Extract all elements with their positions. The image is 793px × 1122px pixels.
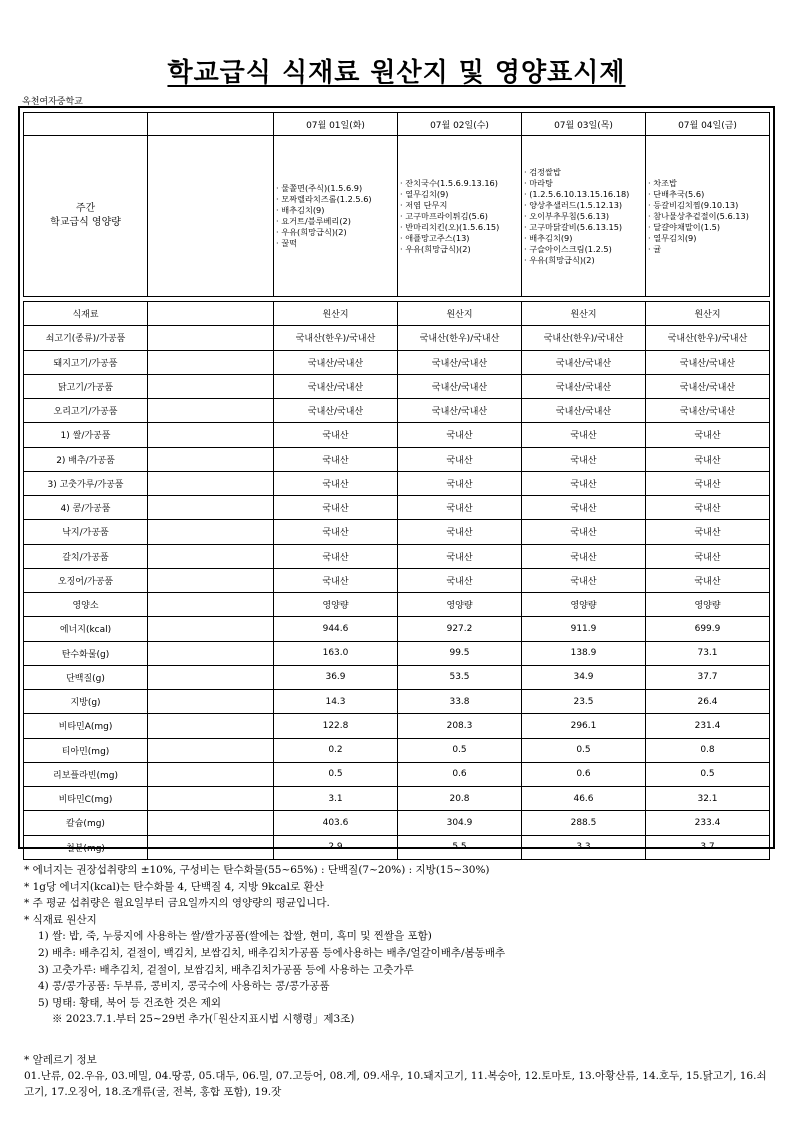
weekly-nutrition-label: 주간 학교급식 영양량 <box>24 136 148 297</box>
nutrient-row-value: 304.9 <box>398 811 522 835</box>
origin-row-value: 국내산 <box>522 544 646 568</box>
date-cell: 07월 01일(화) <box>274 113 398 136</box>
date-row <box>24 113 770 136</box>
nutrient-row-label: 탄수화물(g) <box>24 641 148 665</box>
nutrient-row-value: 0.5 <box>646 762 770 786</box>
origin-row-value: 국내산/국내산 <box>274 399 398 423</box>
nutrient-row-value: 403.6 <box>274 811 398 835</box>
nutrient-row-value: 53.5 <box>398 665 522 689</box>
origin-row-label: 갈치/가공품 <box>24 544 148 568</box>
nutrient-row-value: 288.5 <box>522 811 646 835</box>
menu-item: · 오이부추무침(5.6.13) <box>524 211 643 222</box>
origin-row <box>24 447 770 471</box>
origin-row <box>24 496 770 520</box>
nutrient-row-value: 699.9 <box>646 617 770 641</box>
origin-row-value: 국내산 <box>398 520 522 544</box>
origin-note: 2) 배추: 배추김치, 겉절이, 백김치, 보쌈김치, 배추김치가공품 등에사용하는 배추/얼갈이배추/봄동배추 <box>38 946 506 959</box>
origin-row-value: 국내산(한우)/국내산 <box>398 326 522 350</box>
menu-item: · 열무김치(9) <box>400 189 519 200</box>
origin-row-value: 국내산/국내산 <box>274 350 398 374</box>
menu-item: · 모짜렐라치즈롤(1.2.5.6) <box>276 194 395 205</box>
nutrient-row-value: 296.1 <box>522 714 646 738</box>
origin-row-value: 국내산 <box>522 423 646 447</box>
nutrient-row <box>24 714 770 738</box>
nutrient-row-value: 911.9 <box>522 617 646 641</box>
nutrient-row-label: 지방(g) <box>24 690 148 714</box>
origin-row-label: 오징어/가공품 <box>24 568 148 592</box>
origin-row-value: 국내산 <box>274 447 398 471</box>
origin-row-value: 국내산 <box>646 423 770 447</box>
menu-cell <box>274 136 398 297</box>
origin-row-value: 국내산 <box>646 471 770 495</box>
origin-row-value: 국내산/국내산 <box>274 374 398 398</box>
allergy-title: * 알레르기 정보 <box>24 1054 97 1066</box>
menu-item: · 애플망고주스(13) <box>400 233 519 244</box>
origin-row-value: 국내산 <box>398 423 522 447</box>
origin-row-value: 국내산/국내산 <box>522 350 646 374</box>
origin-row-value: 국내산/국내산 <box>398 350 522 374</box>
nutrient-row <box>24 738 770 762</box>
origin-row-value: 국내산 <box>274 544 398 568</box>
nutrient-row-value: 26.4 <box>646 690 770 714</box>
nutrient-row-value: 20.8 <box>398 787 522 811</box>
origin-row-label: 쇠고기(종류)/가공품 <box>24 326 148 350</box>
nutrient-row-value: 5.5 <box>398 835 522 859</box>
origin-row-value: 국내산 <box>398 496 522 520</box>
nutrient-row-value: 36.9 <box>274 665 398 689</box>
origin-row-value: 국내산 <box>398 447 522 471</box>
origin-row <box>24 374 770 398</box>
nutrient-row-value: 3.3 <box>522 835 646 859</box>
page-title: 학교급식 식재료 원산지 및 영양표시제 <box>167 58 626 88</box>
origin-note: 1) 쌀: 밥, 죽, 누룽지에 사용하는 쌀/쌀가공품(쌀에는 찹쌀, 현미, 흑미 및 찐쌀을 포함) <box>38 930 432 943</box>
origin-row <box>24 520 770 544</box>
nutrient-row-value: 927.2 <box>398 617 522 641</box>
menu-item: · 요거트/블루베리(2) <box>276 216 395 227</box>
origin-row-value: 국내산 <box>398 471 522 495</box>
origin-row-label: 4) 콩/가공품 <box>24 496 148 520</box>
nutrient-row <box>24 617 770 641</box>
origin-row-value: 국내산 <box>646 568 770 592</box>
nutrient-row-value: 32.1 <box>646 787 770 811</box>
date-cell: 07월 02일(수) <box>398 113 522 136</box>
nutrient-row-label: 티아민(mg) <box>24 738 148 762</box>
origin-row-value: 국내산 <box>522 520 646 544</box>
menu-item: · 물쫄면(주식)(1.5.6.9) <box>276 183 395 194</box>
origin-row-value: 국내산/국내산 <box>646 350 770 374</box>
menu-item: · 마라탕 <box>524 178 643 189</box>
origin-row-label: 2) 배추/가공품 <box>24 447 148 471</box>
nutrient-row-value: 163.0 <box>274 641 398 665</box>
origin-row-value: 국내산/국내산 <box>398 399 522 423</box>
note-line: * 에너지는 권장섭취량의 ±10%, 구성비는 탄수화물(55~65%) : 단백질(7~20%) : 지방(15~30%) <box>24 864 490 876</box>
origin-row-value: 국내산 <box>522 447 646 471</box>
nutrient-row-label: 에너지(kcal) <box>24 617 148 641</box>
origin-row-value: 국내산 <box>646 520 770 544</box>
nutrient-row-label: 리보플라빈(mg) <box>24 762 148 786</box>
origin-row <box>24 544 770 568</box>
origin-row-value: 국내산 <box>274 423 398 447</box>
origin-row-value: 국내산(한우)/국내산 <box>522 326 646 350</box>
origin-row-label: 닭고기/가공품 <box>24 374 148 398</box>
nutrient-row-value: 208.3 <box>398 714 522 738</box>
origin-note: 3) 고춧가루: 배추김치, 겉절이, 보쌈김치, 배추김치가공품 등에 사용하는 고춧가루 <box>38 963 414 976</box>
date-cell: 07월 03일(목) <box>522 113 646 136</box>
allergy-text: 01.난류, 02.우유, 03.메밀, 04.땅콩, 05.대두, 06.밀, 07.고등어, 08.게, 09.새우, 10.돼지고기, 11.복숭아, 12.토마토, 13.아황산류, 14.호두, 15.닭고기, 16.쇠고기, 17.오징어, 18.조개류(굴, 전복, 홍합 포함), 19.잣 <box>24 1070 767 1098</box>
menu-item: · 고구마닭갈비(5.6.13.15) <box>524 222 643 233</box>
origin-row-value: 국내산 <box>646 447 770 471</box>
menu-item: · 달걀야채말이(1.5) <box>648 222 767 233</box>
note-line: * 주 평균 섭취량은 월요일부터 금요일까지의 영양량의 평균입니다. <box>24 897 330 910</box>
origin-row-label: 오리고기/가공품 <box>24 399 148 423</box>
nutrient-row <box>24 665 770 689</box>
note-line: * 식재료 원산지 <box>24 913 97 926</box>
origin-row <box>24 568 770 592</box>
menu-row <box>24 136 770 297</box>
origin-row-label: 1) 쌀/가공품 <box>24 423 148 447</box>
menu-item: · 구슬아이스크림(1.2.5) <box>524 244 643 255</box>
nutrient-row-value: 0.5 <box>274 762 398 786</box>
menu-item: · 단배추국(5.6) <box>648 189 767 200</box>
note-line: * 1g당 에너지(kcal)는 탄수화물 4, 단백질 4, 지방 9kcal로 환산 <box>24 880 324 893</box>
menu-item: · 반마리치킨(오)(1.5.6.15) <box>400 222 519 233</box>
nutrient-row-value: 99.5 <box>398 641 522 665</box>
menu-item: · 우유(희망급식)(2) <box>276 227 395 238</box>
nutrient-row-value: 138.9 <box>522 641 646 665</box>
nutrient-row-value: 233.4 <box>646 811 770 835</box>
origin-row-label: 3) 고춧가루/가공품 <box>24 471 148 495</box>
nutrient-row <box>24 835 770 859</box>
menu-item: · 우유(희망급식)(2) <box>400 244 519 255</box>
origin-row-label: 낙지/가공품 <box>24 520 148 544</box>
origin-row-value: 국내산(한우)/국내산 <box>274 326 398 350</box>
origin-row-value: 국내산 <box>274 471 398 495</box>
nutrient-row-value: 3.7 <box>646 835 770 859</box>
origin-note: 5) 명태: 황태, 북어 등 건조한 것은 제외 <box>38 996 222 1009</box>
menu-item: · (1.2.5.6.10.13.15.16.18) <box>524 189 643 200</box>
origin-row-value: 국내산 <box>398 568 522 592</box>
origin-row-value: 국내산 <box>398 544 522 568</box>
nutrient-row-value: 33.8 <box>398 690 522 714</box>
nutrient-row-value: 0.2 <box>274 738 398 762</box>
menu-item: · 검정쌀밥 <box>524 167 643 178</box>
nutrient-row-label: 비타민C(mg) <box>24 787 148 811</box>
nutrient-row-value: 37.7 <box>646 665 770 689</box>
menu-item: · 차조밥 <box>648 178 767 189</box>
notes-section <box>24 862 774 1028</box>
menu-cell <box>398 136 522 297</box>
origin-row-value: 국내산(한우)/국내산 <box>646 326 770 350</box>
nutrient-row-value: 46.6 <box>522 787 646 811</box>
origin-row-value: 국내산 <box>274 496 398 520</box>
origin-note: 4) 콩/콩가공품: 두부류, 콩비지, 콩국수에 사용하는 콩/콩가공품 <box>38 980 330 993</box>
nutrient-row <box>24 811 770 835</box>
origin-row <box>24 399 770 423</box>
nutrient-row-label: 칼슘(mg) <box>24 811 148 835</box>
nutrient-row-value: 23.5 <box>522 690 646 714</box>
origin-row <box>24 423 770 447</box>
origin-addendum: ※ 2023.7.1.부터 25~29번 추가(「원산지표시법 시행령」제3조) <box>52 1013 355 1026</box>
menu-cell <box>646 136 770 297</box>
menu-item: · 등갈비김치찜(9.10.13) <box>648 200 767 211</box>
nutrient-row-value: 73.1 <box>646 641 770 665</box>
nutrient-row-value: 0.6 <box>522 762 646 786</box>
nutrient-row <box>24 762 770 786</box>
meal-table <box>23 112 770 860</box>
origin-row-value: 국내산 <box>274 568 398 592</box>
nutrient-row-value: 2.9 <box>274 835 398 859</box>
menu-item: · 잔치국수(1.5.6.9.13.16) <box>400 178 519 189</box>
nutrient-header-row: 영양소 영양량 영양량 영양량 영양량 <box>24 593 770 617</box>
menu-item: · 저염 단무지 <box>400 200 519 211</box>
nutrient-row-label: 철분(mg) <box>24 835 148 859</box>
nutrient-row-value: 122.8 <box>274 714 398 738</box>
menu-item: · 고구마프라이튀김(5.6) <box>400 211 519 222</box>
origin-row-value: 국내산/국내산 <box>398 374 522 398</box>
origin-row-label: 돼지고기/가공품 <box>24 350 148 374</box>
origin-row <box>24 471 770 495</box>
origin-row <box>24 350 770 374</box>
origin-row-value: 국내산/국내산 <box>522 374 646 398</box>
menu-item: · 배추김치(9) <box>524 233 643 244</box>
allergy-section <box>24 1052 769 1100</box>
menu-item: · 귤 <box>648 244 767 255</box>
school-name: 옥천여자중학교 <box>22 97 83 107</box>
origin-row-value: 국내산 <box>646 544 770 568</box>
nutrient-row <box>24 641 770 665</box>
origin-row-value: 국내산/국내산 <box>646 399 770 423</box>
menu-item: · 배추김치(9) <box>276 205 395 216</box>
nutrient-row-value: 944.6 <box>274 617 398 641</box>
menu-item: · 참나물상추겉절이(5.6.13) <box>648 211 767 222</box>
nutrient-row-value: 231.4 <box>646 714 770 738</box>
origin-row-value: 국내산 <box>646 496 770 520</box>
menu-item: · 양상추샐러드(1.5.12.13) <box>524 200 643 211</box>
origin-row-value: 국내산 <box>522 471 646 495</box>
menu-item: · 열무김치(9) <box>648 233 767 244</box>
nutrient-row <box>24 690 770 714</box>
nutrient-row-value: 0.5 <box>522 738 646 762</box>
origin-row-value: 국내산 <box>274 520 398 544</box>
origin-row <box>24 326 770 350</box>
menu-item: · 꿀떡 <box>276 238 395 249</box>
menu-cell <box>522 136 646 297</box>
nutrient-row-value: 0.5 <box>398 738 522 762</box>
origin-row-value: 국내산 <box>522 568 646 592</box>
origin-row-value: 국내산/국내산 <box>646 374 770 398</box>
origin-row-value: 국내산/국내산 <box>522 399 646 423</box>
origin-header-row: 식재료 원산지 원산지 원산지 원산지 <box>24 302 770 326</box>
menu-item: · 우유(희망급식)(2) <box>524 255 643 266</box>
nutrient-row-value: 3.1 <box>274 787 398 811</box>
nutrient-row-label: 비타민A(mg) <box>24 714 148 738</box>
nutrient-row-value: 0.8 <box>646 738 770 762</box>
nutrient-row-value: 34.9 <box>522 665 646 689</box>
nutrient-row-value: 0.6 <box>398 762 522 786</box>
nutrient-row-value: 14.3 <box>274 690 398 714</box>
origin-row-value: 국내산 <box>522 496 646 520</box>
date-cell: 07월 04일(금) <box>646 113 770 136</box>
nutrient-row-label: 단백질(g) <box>24 665 148 689</box>
nutrient-row <box>24 787 770 811</box>
